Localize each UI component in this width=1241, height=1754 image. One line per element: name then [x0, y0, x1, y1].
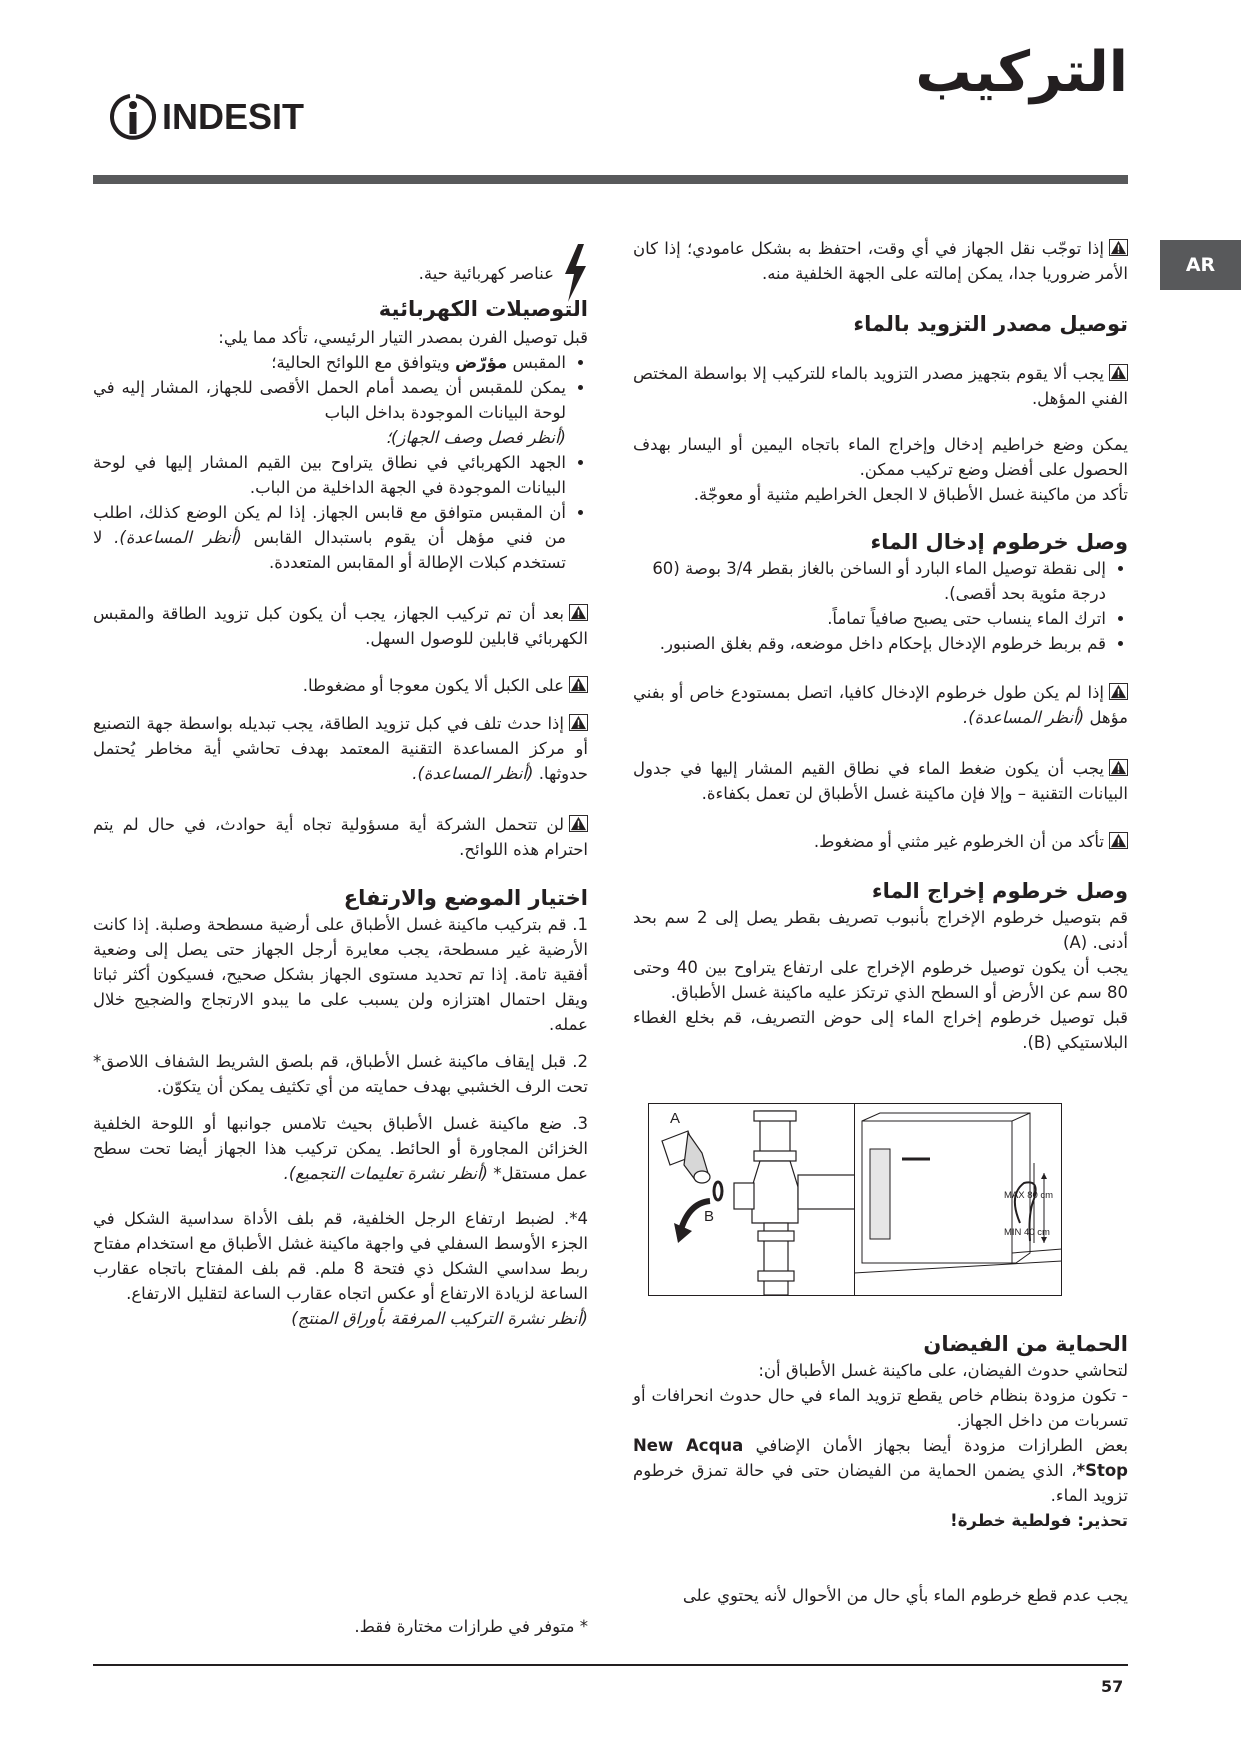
footnote: * متوفر في طرازات مختارة فقط. — [354, 1617, 588, 1636]
indesit-logo — [108, 90, 304, 144]
info-icon — [108, 92, 158, 142]
warning-icon — [1109, 364, 1128, 381]
list-item: • يمكن للمقبس أن يصمد أمام الحمل الأقصى للجهاز، المشار إليه في لوحة البيانات الموجودة بداخل الباب (أنظر فصل وصف الجهاز)؛ — [93, 375, 566, 450]
drain-heading: وصل خرطوم إخراج الماء — [871, 879, 1128, 903]
new-acqua-stop-label: New Acqua Stop* — [633, 1436, 1128, 1480]
step-3: 3. ضع ماكينة غسل الأطباق بحيث تلامس جوانبها أو اللوحة الخلفية الخزائن المجاورة أو الحائط. يمكن تركيب هذا الجهاز أيضا تحت سطح عمل مستقل* (أنظر نشرة تعليمات التجميع). — [93, 1114, 588, 1183]
warning-cable: على الكبل ألا يكون معوجا أو مضغوطا. — [93, 673, 588, 698]
flood-paragraphs: لتحاشي حدوث الفيضان، على ماكينة غسل الأطباق أن: - تكون مزودة بنظام خاص يقطع تزويد الماء في حال حدوث انحرافات أو تسربات من داخل الجهاز. بعض الطرازات مزودة أيضا بجهاز الأمان الإضافي New Acqua Stop*، الذي يضمن الحماية من الفيضان حتى في حالة تمزق خرطوم تزويد الماء. تحذير: فولطية خطرة! — [633, 1358, 1128, 1533]
language-tab: AR — [1160, 240, 1241, 290]
position-heading: اختيار الموضع والارتفاع — [343, 886, 588, 910]
page-title: التركيب — [915, 40, 1128, 105]
label-b: B — [704, 1208, 715, 1225]
warning-icon — [569, 815, 588, 832]
warning-icon — [569, 676, 588, 693]
warning-damage: إذا حدث تلف في كبل تزويد الطاقة، يجب تبديله بواسطة جهة التصنيع أو مركز المساعدة التقنية المعتمد بهدف تحاشي أية مخاطر يُحتمل حدوثها. (أنظر المساعدة). — [93, 714, 588, 783]
inlet-warning-pressure: يجب أن يكون ضغط الماء في نطاق القيم المشار إليها في جدول البيانات التقنية – وإلا فإن ماكينة غسل الأطباق لن تعمل بكفاءة. — [633, 759, 1128, 803]
label-a: A — [670, 1110, 681, 1127]
list-item: • أن المقبس متوافق مع قابس الجهاز. إذا لم يكن الوضع كذلك، اطلب من فني مؤهل أن يقوم باستبدال القابس (أنظر المساعدة). لا تستخدم كبلات الإطالة أو المقابس المتعددة. — [93, 500, 566, 575]
position-steps — [93, 912, 588, 1331]
inlet-warning-length: إذا لم يكن طول خرطوم الإدخال كافيا، اتصل بمستودع خاص أو بفني مؤهل (أنظر المساعدة). — [633, 683, 1128, 727]
warning-access: بعد أن تم تركيب الجهاز، يجب أن يكون كبل تزويد الطاقة والمقبس الكهربائي قابلين للوصول السهل. — [93, 604, 588, 648]
list-item: • المقبس مؤرّض ويتوافق مع اللوائح الحالية؛ — [93, 350, 566, 375]
inlet-heading: وصل خرطوم إدخال الماء — [870, 530, 1128, 554]
min-height-label: MIN 40 cm — [1004, 1227, 1050, 1238]
intro-block — [633, 236, 1128, 286]
step-4: 4*. لضبط ارتفاع الرجل الخلفية، قم بلف الأداة سداسية الشكل في الجزء الأوسط السفلي في واجهة ماكينة غشل الأطباق مع استخدام مفتاح ربط سداسي الشكل ذي فتحة 8 ملم. قم بلف المفتاح باتجاه عقارب الساعة لزيادة الارتفاع أو عكس اتجاه عقارب الساعة لتقليل الارتفاع. (أنظر نشرة التركيب المرفقة بأوراق المنتج) — [93, 1209, 588, 1328]
footer-rule — [93, 1664, 1128, 1666]
brand-name: INDESIT — [162, 96, 305, 137]
warning-icon — [1109, 832, 1128, 849]
hoses-paragraph: يمكن وضع خراطيم إدخال وإخراج الماء باتجاه اليمين أو اليسار بهدف الحصول على أفضل وضع تركيب ممكن. تأكد من ماكينة غسل الأطباق لا الجعل الخراطيم مثنية أو معوجّة. — [633, 435, 1128, 504]
drain-paragraphs: قم بتوصيل خرطوم الإخراج بأنبوب تصريف بقطر يصل إلى 2 سم بحد أدنى. (A) يجب أن يكون توصيل خرطوم الإخراج على ارتفاع يتراوح بين 40 وحتى 80 سم عن الأرض أو السطح الذي ترتكز عليه ماكينة غسل الأطباق. قبل توصيل خرطوم إخراج الماء إلى حوض التصريف، قم بخلع الغطاء البلاستيكي (B). — [633, 908, 1128, 1052]
inlet-list — [633, 556, 1128, 656]
warning-icon — [1109, 239, 1128, 256]
warning-liability: لن تتحمل الشركة أية مسؤولية تجاه أية حوادث، في حال لم يتم احترام هذه اللوائح. — [93, 815, 588, 859]
live-parts-note: عناصر كهربائية حية. — [300, 244, 588, 302]
page-number: 57 — [1101, 1677, 1124, 1696]
electrical-list: قبل توصيل الفرن بمصدر التيار الرئيسي، تأكد مما يلي: • المقبس مؤرّض ويتوافق مع اللوائح الحالية؛ • يمكن للمقبس أن يصمد أمام الحمل الأقصى للجهاز، المشار إليه في لوحة البيانات الموجودة بداخل الباب (أنظر فصل وصف الجهاز)؛ • الجهد الكهربائي في نطاق يتراوح بين القيم المشار إليها في لوحة البيانات الموجودة في الجهة الداخلية من الباب. • أن المقبس متوافق مع قابس الجهاز. إذا لم يكن الوضع كذلك، اطلب من فني مؤهل أن يقوم باستبدال القابس (أنظر المساعدة). لا تستخدم كبلات الإطالة أو المقابس المتعددة. — [93, 325, 588, 575]
lightning-icon — [562, 244, 588, 302]
warning-icon — [569, 714, 588, 731]
step-2: 2. قبل إيقاف ماكينة غسل الأطباق، قم بلصق الشريط الشفاف اللاصق* تحت الرف الخشبي بهدف حمايته من أي تكثيف يمكن أن يتكوّن. — [93, 1052, 588, 1096]
list-item: • اترك الماء ينساب حتى يصبح صافياً تماماً. — [633, 606, 1106, 631]
flood-heading: الحماية من الفيضان — [923, 1332, 1128, 1356]
warning-icon — [1109, 683, 1128, 700]
electrical-heading: التوصيلات الكهربائية — [378, 297, 588, 321]
list-item: • الجهد الكهربائي في نطاق يتراوح بين القيم المشار إليها في لوحة البيانات الموجودة في الجهة الداخلية من الباب. — [93, 450, 566, 500]
transport-note: إذا توجّب نقل الجهاز في أي وقت، احتفظ به بشكل عامودي؛ إذا كان الأمر ضروريا جدا، يمكن إمالته على الجهة الخلفية منه. — [633, 239, 1128, 283]
drain-installation-figure — [648, 1103, 1062, 1296]
step-1: 1. قم بتركيب ماكينة غسل الأطباق على أرضية مسطحة وصلبة. إذا كانت الأرضية غير مسطحة، يجب معايرة أرجل الجهاز حتى يصل إلى وضعية أفقية تامة. إذا تم تحديد مستوى الجهاز بشكل صحيح، فسيكون أكثر ثباتا ويقل احتمال اهتزازه ولن يسبب على ما يبدو الارتجاج والضجيج خلال عمله. — [93, 915, 588, 1034]
water-supply-warning: يجب ألا يقوم بتجهيز مصدر التزويد بالماء للتركيب إلا بواسطة المختص الفني المؤهل. — [633, 364, 1128, 408]
voltage-warning: تحذير: فولطية خطرة! — [950, 1511, 1128, 1530]
water-supply-heading: توصيل مصدر التزويد بالماء — [853, 312, 1128, 336]
list-item: • إلى نقطة توصيل الماء البارد أو الساخن بالغاز بقطر 3/4 بوصة (60 درجة مئوية بحد أقصى). — [633, 556, 1106, 606]
flood-last-line: يجب عدم قطع خرطوم الماء بأي حال من الأحوال لأنه يحتوي على — [682, 1586, 1128, 1605]
warning-icon — [569, 604, 588, 621]
list-item: • قم بربط خرطوم الإدخال بإحكام داخل موضعه، وقم بغلق الصنبور. — [633, 631, 1106, 656]
max-height-label: MAX 80 cm — [1004, 1190, 1054, 1201]
inlet-warning-bent: تأكد من أن الخرطوم غير مثني أو مضغوط. — [633, 829, 1128, 854]
warning-icon — [1109, 759, 1128, 776]
header-rule — [93, 175, 1128, 184]
